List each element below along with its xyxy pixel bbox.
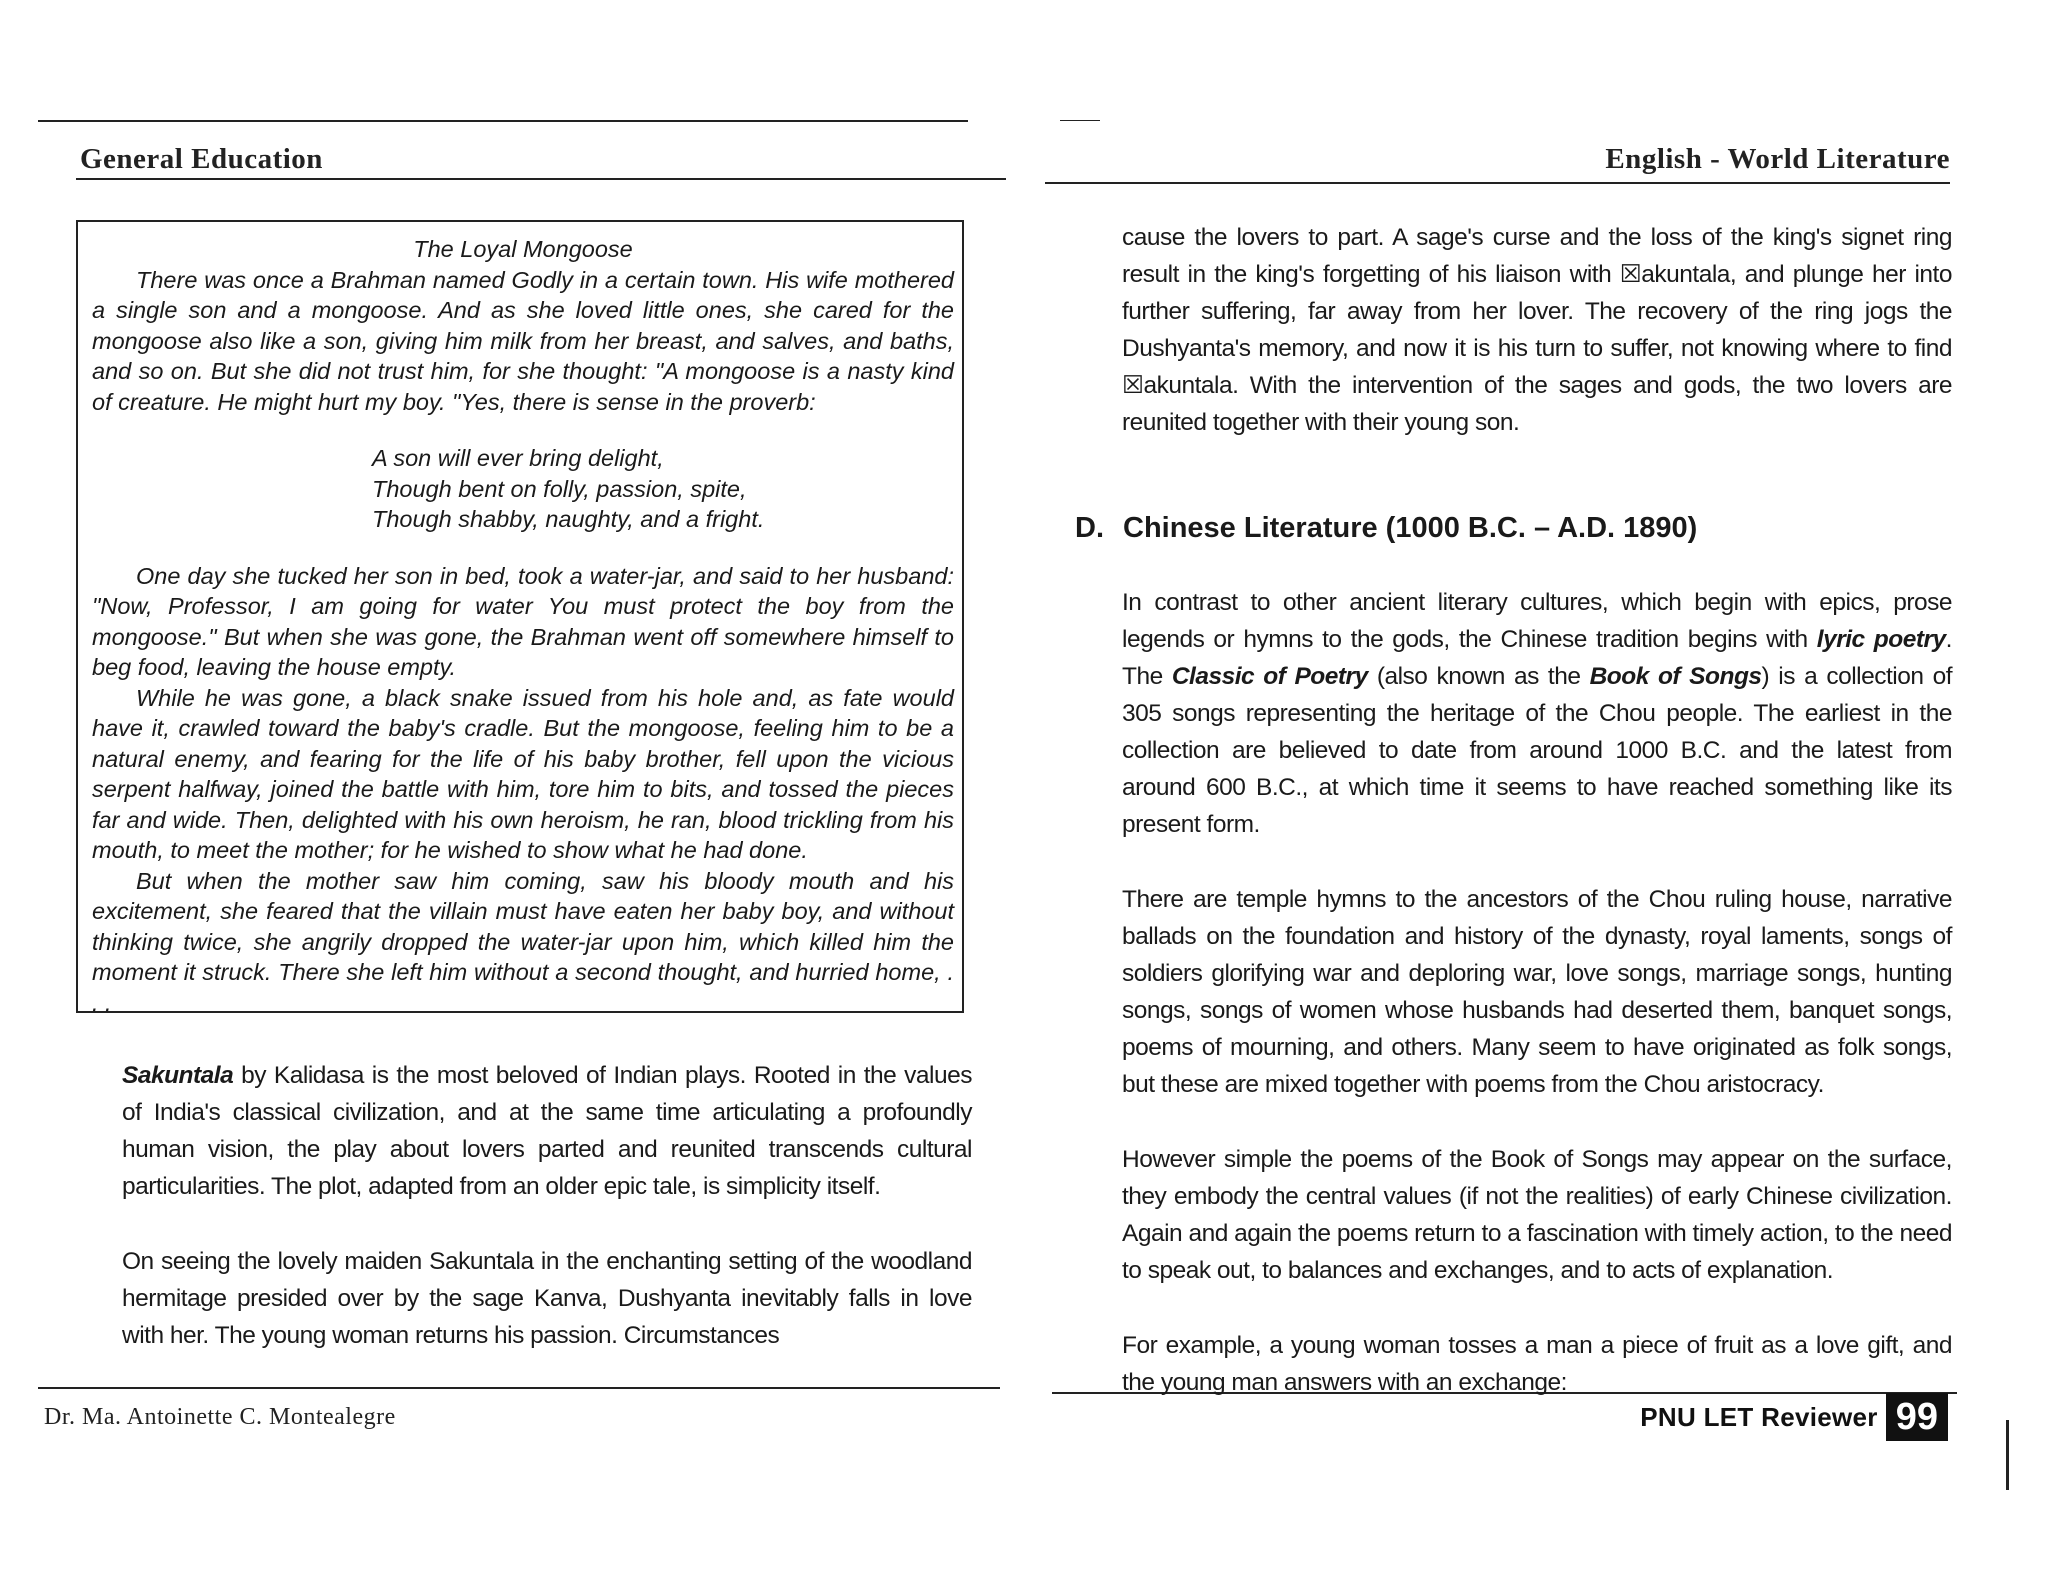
- sakuntala-text: by Kalidasa is the most beloved of Indian plays. Rooted in the values of India's classical civilization, and at the same time articulating a profoundly human vision, the play about lovers parted and reunited transcends cultural particularities. The plot, adapted from an older epic tale, is simplicity itself.: [122, 1062, 972, 1200]
- footer-rule-left: [38, 1387, 1000, 1389]
- story-title: The Loyal Mongoose: [413, 236, 633, 262]
- top-rule-left: [38, 120, 968, 122]
- author-footer: Dr. Ma. Antoinette C. Montealegre: [44, 1404, 396, 1430]
- poem-line: A son will ever bring delight,: [372, 445, 664, 471]
- plot-continued-paragraph: cause the lovers to part. A sage's curse and the loss of the king's signet ring result in the king's forgetting of his liaison with ☒akuntala, and plunge her into further suffering, far away from her lover. The recovery of the ring jogs the Dushyanta's memory, and now it is his turn to suffer, not knowing where to find ☒akuntala. With the intervention of the sages and gods, the two lovers are reunited together with their young son.: [1122, 224, 1952, 436]
- plot-paragraph: On seeing the lovely maiden Sakuntala in the enchanting setting of the woodland hermitage presided over by the sage Kanva, Dushyanta inevitably falls in love with her. The young woman returns his passion. Circumstances: [122, 1248, 972, 1349]
- header-rule-right: [1045, 182, 1950, 184]
- example-paragraph: For example, a young woman tosses a man a piece of fruit as a love gift, and the young man answers with an exchange:: [1122, 1332, 1952, 1396]
- left-column: [122, 1057, 972, 1354]
- story-paragraph-2: One day she tucked her son in bed, took a water-jar, and said to her husband: "Now, Professor, I am going for water You must protect the boy from the mongoose." But when she was gone, the Brahman went off somewhere himself to beg food, leaving the house empty.: [92, 562, 954, 680]
- story-paragraph-1: There was once a Brahman named Godly in a certain town. His wife mothered a single son and a mongoose. And as she loved little ones, she cared for the mongoose also like a son, giving him milk from her breast, and salves, and baths, and so on. But she did not trust him, for she thought: "A mongoose is a nasty kind of creature. He might hurt my boy. "Yes, there is sense in the proverb:: [92, 266, 954, 415]
- right-column-top: [1122, 219, 1952, 441]
- section-title: Chinese Literature (1000 B.C. – A.D. 1890): [1123, 512, 1698, 544]
- poem-line: Though shabby, naughty, and a fright.: [372, 506, 765, 532]
- chinese-intro-paragraph: In contrast to other ancient literary cultures, which begin with epics, prose legends or hymns to the gods, the Chinese tradition begins with lyric poetry. The Classic of Poetry (also known as the Book of Songs) is a collection of 305 songs representing the heritage of the Chou people. The earliest in the collection are believed to date from around 1000 B.C. and the latest from around 600 B.C., at which time it seems to have reached something like its present form.: [1122, 589, 1952, 838]
- sakuntala-paragraph: [122, 1057, 972, 1205]
- poem-line: Though bent on folly, passion, spite,: [372, 475, 747, 502]
- running-header-left: General Education: [80, 143, 323, 175]
- section-letter: D.: [1075, 512, 1104, 544]
- section-heading: [1075, 512, 1697, 545]
- story-poem: [372, 443, 954, 535]
- book-of-songs-term: Book of Songs: [1589, 663, 1762, 690]
- sakuntala-title: Sakuntala: [122, 1062, 234, 1089]
- running-header-right: English - World Literature: [1605, 143, 1950, 175]
- page-number: 99: [1886, 1393, 1948, 1441]
- right-column-body: [1122, 584, 1952, 1401]
- central-values-paragraph: However simple the poems of the Book of Songs may appear on the surface, they embody the central values (if not the realities) of early Chinese civilization. Again and again the poems return to a fascination with timely action, to the need to speak out, to balances and exchanges, and to acts of explanation.: [1122, 1146, 1952, 1284]
- story-paragraph-3: While he was gone, a black snake issued from his hole and, as fate would have it, crawled toward the baby's cradle. But the mongoose, feeling him to be a natural enemy, and fearing for the life of his baby brother, fell upon the vicious serpent halfway, joined the battle with him, tore him to bits, and tossed the pieces far and wide. Then, delighted with his own heroism, he ran, blood trickling from his mouth, to meet the mother; for he wished to show what he had done.: [92, 684, 954, 863]
- story-paragraph-4: But when the mother saw him coming, saw his bloody mouth and his excitement, she feared that the villain must have eaten her baby boy, and without thinking twice, she angrily dropped the water-jar upon him, which killed him the moment it struck. There she left him without a second thought, and hurried home, . . .: [92, 867, 954, 1016]
- footer-brand-block: [1640, 1393, 1948, 1441]
- temple-hymns-paragraph: There are temple hymns to the ancestors of the Chou ruling house, narrative ballads on the foundation and history of the dynasty, royal laments, songs of soldiers glorifying war and deploring war, love songs, marriage songs, hunting songs, songs of women whose husbands had deserted them, banquet songs, poems of mourning, and others. Many seem to have originated as folk songs, but these are mixed together with poems from the Chou aristocracy.: [1122, 886, 1952, 1098]
- story-box: [76, 220, 964, 1016]
- classic-of-poetry-term: Classic of Poetry: [1171, 663, 1368, 690]
- reviewer-brand: PNU LET Reviewer: [1640, 1401, 1878, 1432]
- top-rule-right: [1060, 120, 1100, 121]
- lyric-poetry-term: lyric poetry: [1816, 626, 1946, 653]
- header-rule-left: [76, 178, 1006, 180]
- page-edge-mark: [2006, 1420, 2009, 1490]
